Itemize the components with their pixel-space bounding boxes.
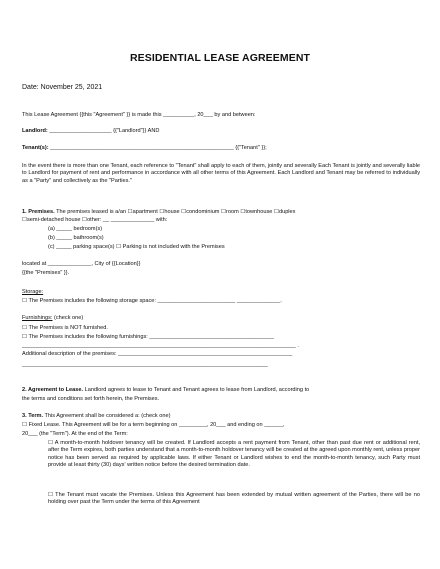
premises-heading: 1. Premises. <box>22 209 55 215</box>
lease-row <box>22 387 309 394</box>
landlord-field: ____________________ {{"Landlord"}} AND <box>47 128 160 134</box>
lease-text-2: the terms and conditions set forth herein, the Premises. <box>22 396 160 402</box>
lease-heading: 2. Agreement to Lease. <box>22 387 84 393</box>
premises-parking: (c) _____ parking space(s) ☐ Parking is not included with the Premises <box>48 244 225 250</box>
tenants-field: ___________________________________________________________ {{"Tenant" }}; <box>48 145 267 151</box>
storage-line: ☐ The Premises includes the following storage space: _________________________ ______________. <box>22 298 282 304</box>
furnishings-not: ☐ The Premises is NOT furnished. <box>22 325 108 331</box>
furnishings-heading: Furnishings: <box>22 315 53 321</box>
premises-bathrooms: (b) _____ bathroom(s) <box>48 235 104 241</box>
fixed-lease-line: ☐ Fixed Lease. This Agreement will be for a term beginning on _________, 20___ and ending on ______, <box>22 422 285 428</box>
additional-description: Additional description of the premises: ________________________________________________________ <box>22 351 293 357</box>
additional-blank: _______________________________________________________________________________ <box>22 362 268 368</box>
lease-text: Landlord agrees to lease to Tenant and Tenant agrees to lease from Landlord, according to <box>83 387 310 393</box>
vacate-paragraph: ☐ The Tenant must vacate the Premises. Unless this Agreement has been extended by mutual written agreement of the Parties, there will be no holding over past the Term under the terms of this Agreement <box>48 492 420 506</box>
tenants-label: Tenant(s): <box>22 145 49 151</box>
premises-options: The premises leased is a/an ☐apartment ☐house ☐condominium ☐room ☐townhouse ☐duplex <box>54 209 296 215</box>
multi-tenant-paragraph: In the event there is more than one Tenant, each reference to "Tenant" shall apply to each of them, jointly and severally Each Tenant is jointly and severally liable to Landlord for payment of rent and performance in accordance with all other terms of this Agreement. Each Landlord and Tenant may be referred to individually as a "Party" and collectively as the "Parties." <box>22 163 420 184</box>
premises-ref: {{the "Premises" }}. <box>22 270 70 276</box>
furnishings-continued: ________________________________________________________________________________________ . <box>22 343 299 349</box>
landlord-row <box>22 128 159 135</box>
term-row <box>22 413 170 420</box>
term-heading: 3. Term. <box>22 413 44 419</box>
furnishings-row <box>22 315 83 322</box>
date-line: Date: November 25, 2021 <box>22 84 103 91</box>
landlord-label: Landlord: <box>22 128 48 134</box>
furnishings-includes: ☐ The Premises includes the following furnishings: ________________________________________ <box>22 334 274 340</box>
premises-bedrooms: (a) _____ bedroom(s) <box>48 226 103 232</box>
premises-row <box>22 209 295 216</box>
document-title: RESIDENTIAL LEASE AGREEMENT <box>129 52 311 64</box>
fixed-lease-line-2: 20___ (the "Term"). At the end of the Term: <box>22 431 128 437</box>
storage-heading: Storage: <box>22 289 44 295</box>
month-to-month-paragraph: ☐ A month-to-month holdover tenancy will be created. If Landlord accepts a rent payment from Tenant, other than past due rent or additional rent, after the Term expires, both parties understand that a month-to-month holdover tenancy will be created at the agreed upon monthly rent, unless proper notice has been served as required by applicable laws. If either Tenant or Landlord wishes to end the month-to-month tenancy, such Party must provide at least thirty (30) days' written notice before the desired termination date. <box>48 440 420 469</box>
premises-line-2: ☐semi-detached house ☐other: __ ______________ with: <box>22 217 168 223</box>
term-text: This Agreement shall be considered a: (check one) <box>43 413 171 419</box>
furnishings-check: (check one) <box>52 315 84 321</box>
tenants-row <box>22 145 267 152</box>
intro-line: This Lease Agreement {{this "Agreement" }} is made this __________, 20___ by and between: <box>22 112 256 118</box>
located-line: located at ______________, City of {{Location}} <box>22 261 141 267</box>
